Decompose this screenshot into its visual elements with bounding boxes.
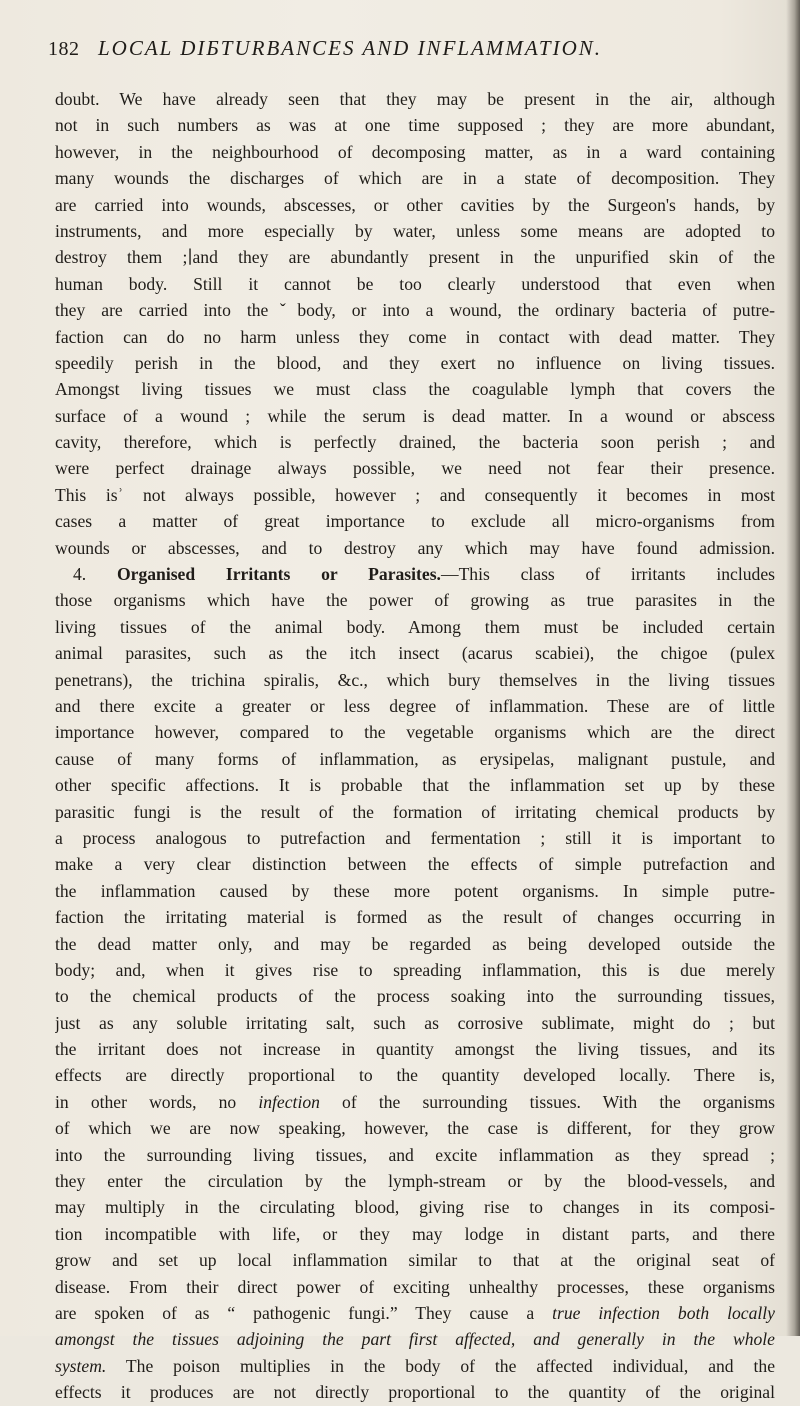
text-line: faction the irritating material is formed as the result of changes occurring in [55, 907, 775, 928]
page-number: 182 [48, 38, 80, 60]
text-line: instruments, and more especially by water, unless some means are adopted to [55, 220, 775, 241]
text-line: not in such numbers as was at one time supposed ; they are more abundant, [55, 115, 775, 136]
italic-term: infection [258, 1091, 320, 1112]
text-line: cavity, therefore, which is perfectly drained, the bacteria soon perish ; and [55, 432, 775, 453]
running-head: LOCAL DIБTURBANCES AND INFLAMMATION. [98, 36, 603, 60]
text-line: tion incompatible with life, or they may lodge in distant parts, and there [55, 1223, 775, 1244]
text-line: amongst the tissues adjoining the part first affected, and generally in the whole [55, 1329, 775, 1350]
text-line [55, 1089, 775, 1115]
text-line [55, 561, 775, 587]
text-line [55, 1353, 775, 1379]
text-line: and there excite a greater or less degree of inflammation. These are of little [55, 695, 775, 716]
text-fragment: are spoken of as “ pathogenic fungi.” They cause a [55, 1302, 553, 1323]
text-line: faction can do no harm unless they come in contact with dead matter. They [55, 326, 775, 347]
page-header [48, 38, 770, 68]
section-heading: Organised Irritants or Parasites. [116, 564, 441, 585]
text-line: may multiply in the circulating blood, giving rise to changes in its composi- [55, 1197, 775, 1218]
text-line: other specific affections. It is probable that the inflammation set up by these [55, 775, 775, 796]
text-line: destroy them ;∣and they are abundantly present in the unpurified skin of the [55, 247, 775, 268]
text-line: effects are directly proportional to the quantity developed locally. There is, [55, 1065, 775, 1086]
text-line: grow and set up local inflammation similar to that at the original seat of [55, 1250, 775, 1271]
text-line: the inflammation caused by these more potent organisms. In simple putre- [55, 880, 775, 901]
text-line: penetrans), the trichina spiralis, &c., which bury themselves in the living tissues [55, 669, 775, 690]
text-line: body; and, when it gives rise to spreading inflammation, this is due merely [55, 959, 775, 980]
text-line: human body. Still it cannot be too clearly understood that even when [55, 273, 775, 294]
text-line: disease. From their direct power of exciting unhealthy processes, these organisms [55, 1276, 775, 1297]
text-line: into the surrounding living tissues, and excite inflammation as they spread ; [55, 1144, 775, 1165]
text-fragment: The poison multiplies in the body of the affected individual, and the [106, 1355, 775, 1376]
italic-term: system. [55, 1355, 107, 1376]
text-fragment: of the surrounding tissues. With the organisms [319, 1091, 775, 1112]
text-line: are carried into wounds, abscesses, or other cavities by the Surgeon's hands, by [55, 194, 775, 215]
paragraph-decomposition [55, 86, 775, 561]
text-line: many wounds the discharges of which are in a state of decomposition. They [55, 168, 775, 189]
text-line: Amongst living tissues we must class the coagulable lymph that covers the [55, 379, 775, 400]
text-line: importance however, compared to the vegetable organisms which are the direct [55, 722, 775, 743]
section-number: 4. [73, 564, 87, 585]
text-line-rest: —This class of irritants includes [440, 564, 775, 585]
body-text [55, 86, 775, 1406]
text-line: make a very clear distinction between the effects of simple putrefaction and [55, 854, 775, 875]
text-line: speedily perish in the blood, and they exert no influence on living tissues. [55, 352, 775, 373]
text-line: of which we are now speaking, however, the case is different, for they grow [55, 1118, 775, 1139]
text-line: the irritant does not increase in quantity amongst the living tissues, and its [55, 1039, 775, 1060]
text-line: the dead matter only, and may be regarded as being developed outside the [55, 933, 775, 954]
text-line: animal parasites, such as the itch insect (acarus scabiei), the chigoe (pulex [55, 643, 775, 664]
italic-term: true infection both locally [552, 1302, 775, 1323]
text-line [55, 1300, 775, 1326]
text-line: however, in the neighbourhood of decomposing matter, as in a ward containing [55, 141, 775, 162]
text-line: surface of a wound ; while the serum is dead matter. In a wound or abscess [55, 405, 775, 426]
text-line: wounds or abscesses, and to destroy any which may have found admission. [55, 537, 775, 558]
text-line: just as any soluble irritating salt, such as corrosive sublimate, might do ; but [55, 1012, 775, 1033]
text-line: This isʾ not always possible, however ; and consequently it becomes in most [55, 484, 775, 505]
text-line: a process analogous to putrefaction and fermentation ; still it is important to [55, 827, 775, 848]
text-line: cause of many forms of inflammation, as erysipelas, malignant pustule, and [55, 748, 775, 769]
paragraph-pathogenic [55, 1115, 775, 1300]
text-line: they are carried into theˇbody, or into a wound, the ordinary bacteria of putre- [55, 300, 775, 321]
text-line: to the chemical products of the process soaking into the surrounding tissues, [55, 986, 775, 1007]
text-line: cases a matter of great importance to exclude all micro-organisms from [55, 511, 775, 532]
text-line: parasitic fungi is the result of the formation of irritating chemical products by [55, 801, 775, 822]
text-line: doubt. We have already seen that they may be present in the air, although [55, 89, 775, 109]
page-edge-shadow [786, 0, 800, 1336]
text-line: effects it produces are not directly proportional to the quantity of the original [55, 1382, 775, 1403]
text-fragment: in other words, no [55, 1091, 259, 1112]
text-line: those organisms which have the power of growing as true parasites in the [55, 590, 775, 611]
paragraph-organised-irritants [55, 587, 775, 1088]
text-line: were perfect drainage always possible, we need not fear their presence. [55, 458, 775, 479]
text-line: they enter the circulation by the lymph-stream or by the blood-vessels, and [55, 1171, 775, 1192]
text-line: living tissues of the animal body. Among them must be included certain [55, 616, 775, 637]
